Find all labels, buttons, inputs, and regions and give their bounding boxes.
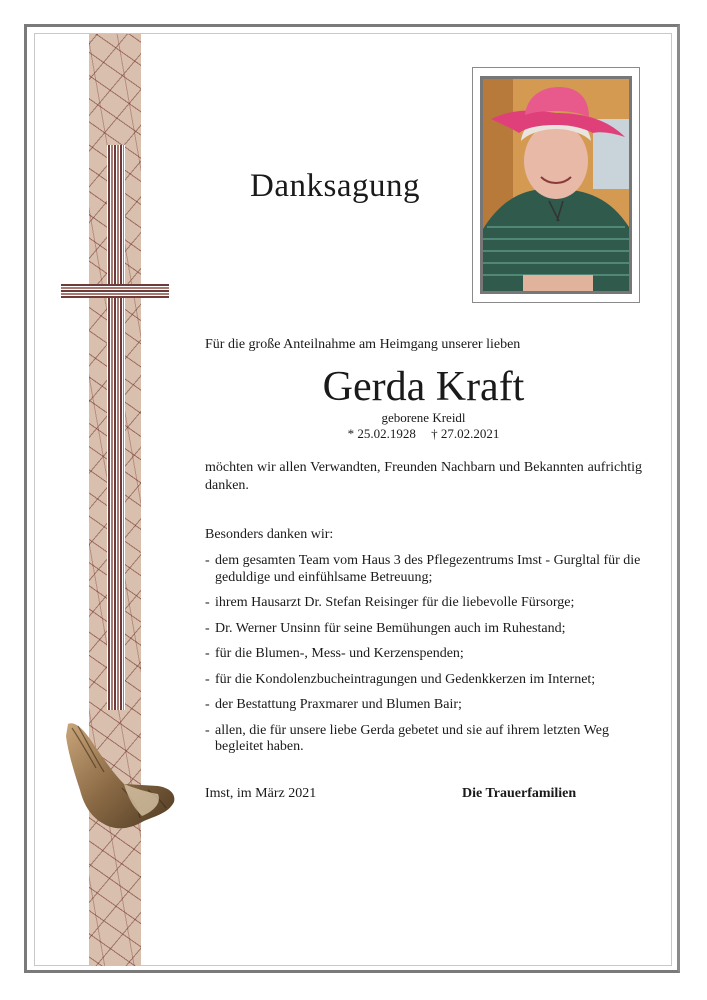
list-item: - der Bestattung Praxmarer und Blumen Bair; <box>205 697 642 714</box>
thanks-heading: Besonders danken wir: <box>205 527 334 542</box>
thanks-paragraph: möchten wir allen Verwandten, Freunden Nachbarn und Bekannten aufrichtig danken. <box>205 460 642 493</box>
place-date: Imst, im März 2021 <box>205 785 317 801</box>
closing-row <box>205 785 642 803</box>
main-text-column <box>205 336 642 803</box>
list-item: - dem gesamten Team vom Haus 3 des Pflegezentrums Imst - Gurgltal für die geduldige und einfühlsame Betreuung; <box>205 553 642 586</box>
signature: Die Trauerfamilien <box>462 785 577 801</box>
list-item: - Dr. Werner Unsinn für seine Bemühungen auch im Ruhestand; <box>205 621 642 638</box>
thanks-list <box>205 553 642 756</box>
list-item: - für die Blumen-, Mess- und Kerzenspenden; <box>205 646 642 663</box>
deceased-block <box>205 364 642 442</box>
portrait-photo <box>480 76 632 294</box>
cross-icon <box>107 145 125 710</box>
list-item: - für die Kondolenzbucheintragungen und Gedenkkerzen im Internet; <box>205 672 642 689</box>
list-item: - ihrem Hausarzt Dr. Stefan Reisinger für die liebevolle Fürsorge; <box>205 595 642 612</box>
birth-name: geborene Kreidl <box>381 410 466 425</box>
birth-date: * 25.02.1928 <box>347 426 416 441</box>
deceased-name: Gerda Kraft <box>322 364 525 410</box>
praying-hands-icon <box>62 718 178 838</box>
cross-beam <box>61 284 169 298</box>
life-dates <box>205 426 642 442</box>
list-item: - allen, die für unsere liebe Gerda gebetet und sie auf ihrem letzten Weg begleitet haben. <box>205 723 642 756</box>
death-date: † 27.02.2021 <box>431 426 500 441</box>
page-title: Danksagung <box>250 168 420 204</box>
intro-text: Für die große Anteilnahme am Heimgang unserer lieben <box>205 337 521 352</box>
